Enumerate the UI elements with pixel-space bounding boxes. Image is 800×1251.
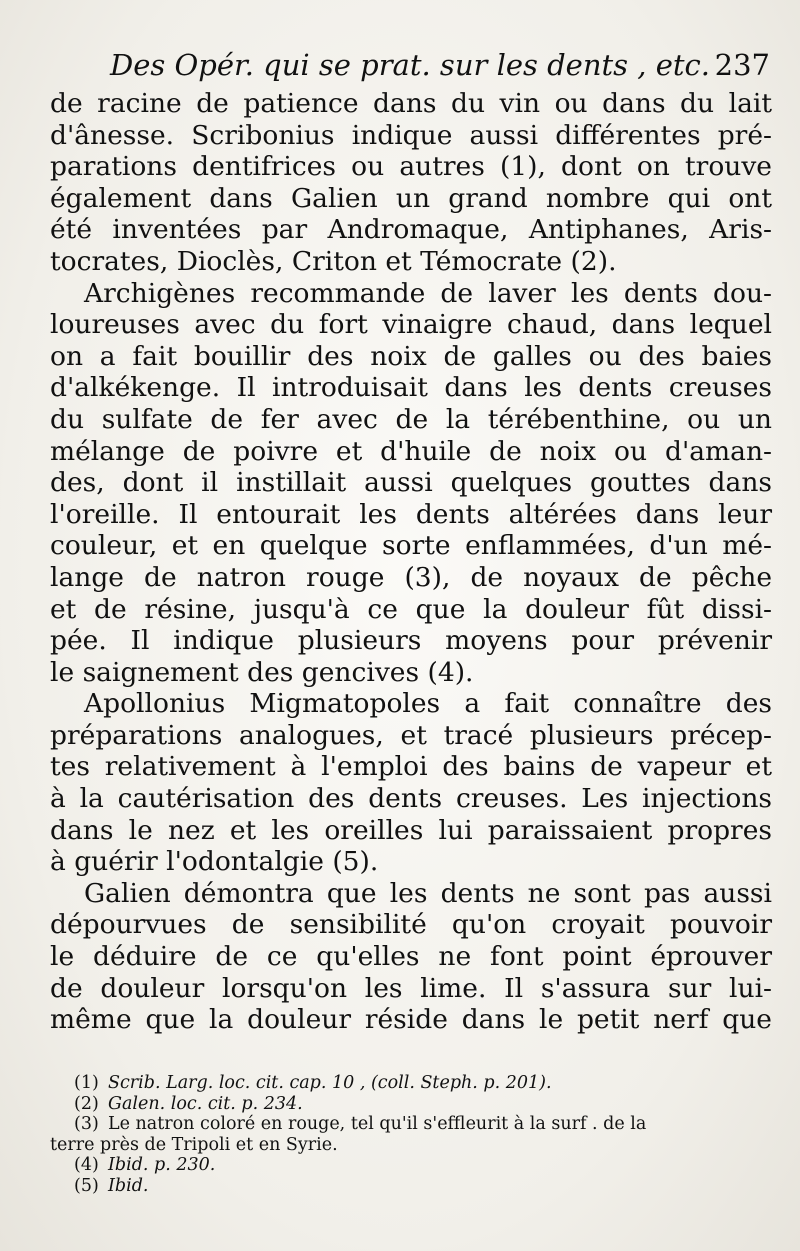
footnote-text: Le natron coloré en rouge, tel qu'il s'effleurit à la surf . de la [108, 1114, 647, 1135]
text-line: couleur, et en quelque sorte enflammées, d'un mé- [50, 530, 772, 562]
footnote-text: terre près de Tripoli et en Syrie. [50, 1134, 338, 1155]
footnote-mark: (5) [74, 1175, 99, 1196]
text-line: tocrates, Dioclès, Criton et Témocrate (2). [50, 245, 617, 277]
text-line: de douleur lorsqu'on les lime. Il s'assura sur lui- [50, 972, 772, 1004]
text-line: à guérir l'odontalgie (5). [50, 846, 379, 878]
footnote-mark: (1) [74, 1073, 99, 1093]
text-line: des, dont il instillait aussi quelques gouttes dans [50, 467, 772, 499]
text-line: même que la douleur réside dans le petit nerf que [50, 1004, 772, 1036]
footnote [74, 1073, 774, 1094]
text-line: loureuses avec du fort vinaigre chaud, dans lequel [50, 309, 772, 341]
text-line: tes relativement à l'emploi des bains de vapeur et [50, 751, 772, 783]
text-line: du sulfate de fer avec de la térébenthine, ou un [50, 403, 772, 435]
text-line: l'oreille. Il entourait les dents altérées dans leur [50, 498, 772, 530]
footnotes [50, 1073, 774, 1197]
footnote [74, 1155, 774, 1176]
text-line: Galien démontra que les dents ne sont pas aussi [84, 877, 772, 909]
text-line: mélange de poivre et d'huile de noix ou d'aman- [50, 435, 772, 467]
text-line: de racine de patience dans du vin ou dans du lait [50, 88, 772, 119]
text-line: à la cautérisation des dents creuses. Les injections [50, 783, 772, 815]
text-line: également dans Galien un grand nombre qui ont [50, 182, 772, 214]
text-line: pée. Il indique plusieurs moyens pour prévenir [50, 625, 772, 657]
body-text [50, 88, 772, 1036]
footnote-text: Scrib. Larg. loc. cit. cap. 10 , (coll. Steph. p. 201). [108, 1073, 552, 1093]
page-header [110, 44, 770, 86]
text-line: et de résine, jusqu'à ce que la douleur fût dissi- [50, 593, 772, 625]
footnote-text: Galen. loc. cit. p. 234. [108, 1093, 303, 1114]
text-line: parations dentifrices ou autres (1), dont on trouve [50, 151, 772, 183]
footnote [74, 1114, 774, 1135]
footnote-mark: (4) [74, 1155, 99, 1176]
text-line: dans le nez et les oreilles lui paraissaient propres [50, 814, 772, 846]
footnote-text: Ibid. p. 230. [108, 1155, 216, 1176]
text-line: Archigènes recommande de laver les dents dou- [84, 277, 772, 309]
text-line: Apollonius Migmatopoles a fait connaître des [84, 688, 772, 720]
footnote-text: Ibid. [108, 1175, 149, 1196]
footnote [74, 1176, 774, 1197]
footnote-mark: (3) [74, 1114, 99, 1135]
text-line: le saignement des gencives (4). [50, 656, 474, 688]
text-line: dépourvues de sensibilité qu'on croyait pouvoir [50, 909, 772, 941]
footnote [74, 1094, 774, 1115]
text-line: d'alkékenge. Il introduisait dans les dents creuses [50, 372, 772, 404]
text-line: été inventées par Andromaque, Antiphanes, Aris- [50, 214, 772, 246]
text-line: le déduire de ce qu'elles ne font point éprouver [50, 941, 772, 973]
text-line: on a fait bouillir des noix de galles ou des baies [50, 340, 772, 372]
text-line: préparations analogues, et tracé plusieurs précep- [50, 719, 772, 751]
text-line: lange de natron rouge (3), de noyaux de pêche [50, 561, 772, 593]
text-line: d'ânesse. Scribonius indique aussi différentes pré- [50, 119, 772, 151]
page-number: 237 [714, 48, 770, 82]
footnote-mark: (2) [74, 1093, 99, 1114]
running-title: Des Opér. qui se prat. sur les dents , etc. [110, 48, 710, 82]
footnote-continuation [50, 1135, 774, 1156]
